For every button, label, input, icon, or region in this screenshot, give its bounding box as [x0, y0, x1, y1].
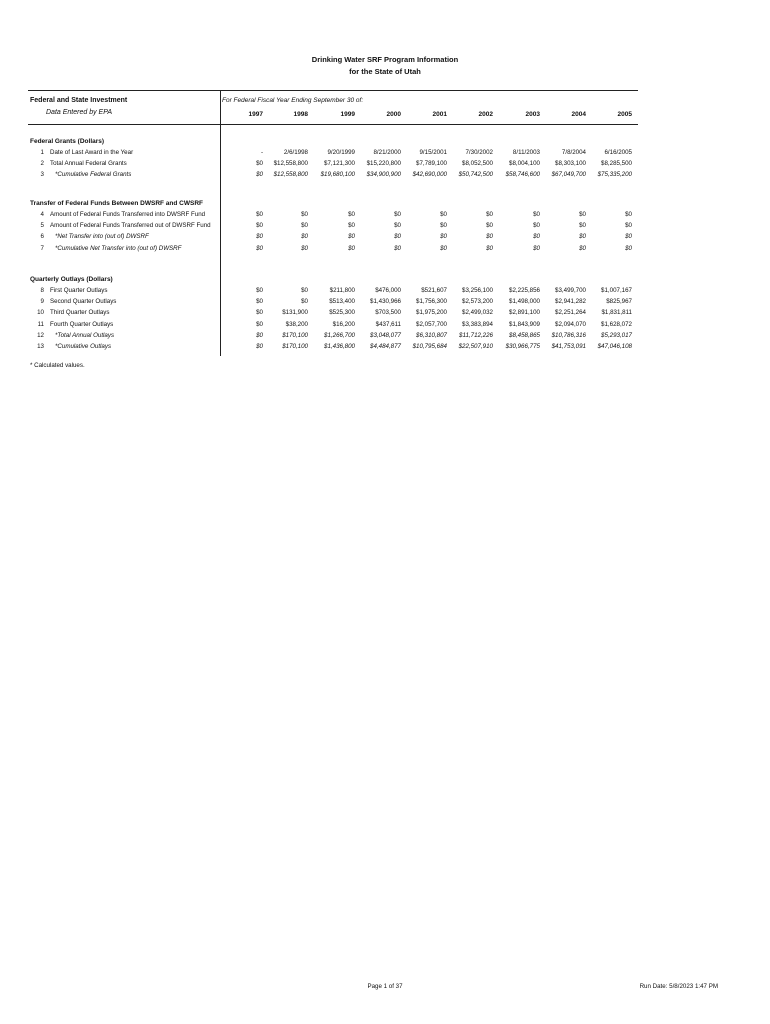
table-cell: $12,558,800 [273, 171, 308, 179]
row-label-text: Amount of Federal Funds Transferred out of DWSRF Fund [50, 222, 211, 230]
table-cell: $0 [256, 287, 263, 294]
table-cell: $5,293,017 [601, 331, 632, 339]
row-number: 4 [40, 211, 44, 218]
table-cell: $50,742,500 [458, 171, 493, 179]
table-cell: $0 [348, 222, 355, 230]
row-label-text: *Total Annual Outlays [55, 331, 115, 339]
table-cell: $0 [579, 222, 586, 230]
table-cell: $0 [256, 298, 263, 306]
table-cell: $8,285,500 [601, 160, 632, 168]
page-number: Page 1 of 37 [367, 983, 403, 990]
row-label [30, 298, 116, 305]
year-header: 1998 [293, 111, 308, 118]
table-cell: $0 [579, 244, 586, 252]
table-cell: $0 [440, 222, 447, 230]
table-cell: $3,256,100 [462, 287, 493, 294]
table-cell: $0 [625, 233, 632, 241]
footnote: * Calculated values. [30, 362, 85, 369]
table-cell: $170,100 [282, 331, 308, 339]
table-cell: $1,436,800 [324, 343, 355, 350]
table-cell: $0 [301, 211, 308, 218]
row-label [30, 332, 114, 339]
table-cell: $1,498,000 [509, 298, 540, 306]
year-header: 2002 [478, 111, 493, 118]
table-cell: $0 [533, 222, 540, 230]
row-label-text: Amount of Federal Funds Transferred into DWSRF Fund [50, 211, 206, 218]
table-cell: $3,499,700 [555, 287, 586, 294]
table-cell: 9/20/1999 [327, 149, 355, 156]
top-rule [28, 90, 638, 91]
table-cell: $2,891,100 [509, 309, 540, 317]
table-cell: $825,967 [606, 298, 632, 306]
table-cell: $6,310,807 [416, 331, 447, 339]
table-cell: $0 [486, 233, 493, 241]
table-cell: $8,052,500 [462, 160, 493, 168]
table-cell: $0 [625, 211, 632, 218]
row-label-text: *Net Transfer into (out of) DWSRF [55, 233, 149, 241]
row-label-text: First Quarter Outlays [50, 287, 108, 294]
row-number: 13 [37, 343, 44, 350]
table-cell: $0 [579, 233, 586, 241]
table-cell: $0 [533, 244, 540, 252]
table-cell: $7,789,100 [416, 160, 447, 168]
table-cell: 2/6/1998 [283, 149, 308, 156]
table-cell: $2,094,070 [555, 320, 586, 328]
year-header: 1999 [340, 111, 355, 118]
table-cell: $10,786,316 [551, 331, 586, 339]
table-cell: 9/15/2001 [419, 149, 447, 156]
table-cell: $0 [256, 211, 263, 218]
year-header: 1997 [248, 111, 263, 118]
table-cell: 8/21/2000 [373, 149, 401, 156]
table-cell: $3,383,894 [462, 320, 493, 328]
row-number: 1 [40, 149, 44, 156]
table-cell: $0 [625, 244, 632, 252]
table-cell: $0 [348, 211, 355, 218]
table-cell: $0 [440, 244, 447, 252]
table-cell: $1,975,200 [416, 309, 447, 317]
table-cell: $0 [256, 222, 263, 230]
row-label [30, 160, 127, 167]
table-cell: $2,573,200 [462, 298, 493, 306]
row-label-text: Total Annual Federal Grants [50, 160, 127, 168]
row-number: 7 [40, 244, 44, 252]
table-cell: $0 [256, 171, 263, 179]
table-cell: $0 [579, 211, 586, 218]
table-cell: $1,007,167 [601, 287, 632, 294]
table-cell: $0 [394, 233, 401, 241]
table-cell: $0 [256, 343, 263, 350]
table-cell: $1,628,072 [601, 320, 632, 328]
row-label-text: *Cumulative Outlays [55, 343, 112, 350]
row-number: 6 [40, 233, 44, 241]
table-cell: $0 [301, 244, 308, 252]
row-label [30, 245, 181, 252]
header-rule [28, 124, 638, 125]
report-title-line-1: Drinking Water SRF Program Information [311, 55, 459, 64]
table-cell: $0 [440, 233, 447, 241]
table-cell: $67,049,700 [551, 171, 586, 179]
table-cell: $15,220,800 [366, 160, 401, 168]
header-left-title: Federal and State Investment [30, 97, 128, 104]
table-cell: $0 [256, 309, 263, 317]
table-cell: $8,303,100 [555, 160, 586, 168]
fiscal-year-note: For Federal Fiscal Year Ending September 30 of: [222, 97, 364, 104]
table-cell: $1,843,909 [509, 320, 540, 328]
table-cell: $58,746,600 [505, 171, 540, 179]
row-label [30, 211, 205, 218]
year-header: 2001 [432, 111, 447, 118]
table-cell: - [260, 149, 263, 156]
row-label-text: *Cumulative Net Transfer into (out of) DWSRF [55, 244, 182, 252]
table-cell: 6/16/2005 [604, 149, 632, 156]
row-number: 5 [40, 222, 44, 230]
section-title: Federal Grants (Dollars) [30, 138, 105, 145]
table-cell: $513,400 [329, 298, 355, 306]
table-cell: $19,680,100 [320, 171, 355, 179]
row-label [30, 233, 149, 240]
table-cell: $0 [301, 298, 308, 306]
year-header: 2003 [525, 111, 540, 118]
table-cell: 7/8/2004 [561, 149, 586, 156]
table-cell: $476,000 [375, 287, 401, 294]
section-title: Transfer of Federal Funds Between DWSRF and CWSRF [30, 200, 203, 207]
table-cell: $12,558,800 [273, 160, 308, 168]
row-label [30, 171, 131, 178]
row-number: 3 [40, 171, 44, 179]
table-cell: $8,458,865 [509, 331, 540, 339]
table-cell: $0 [486, 222, 493, 230]
table-cell: $211,800 [329, 287, 355, 294]
row-label [30, 309, 110, 316]
year-header: 2004 [571, 111, 586, 118]
row-number: 2 [40, 160, 44, 168]
table-cell: $2,225,856 [509, 287, 540, 294]
row-number: 8 [40, 287, 44, 294]
year-header: 2005 [617, 111, 632, 118]
row-label-text: Second Quarter Outlays [50, 298, 117, 306]
table-cell: $525,300 [329, 309, 355, 317]
table-cell: $42,690,000 [412, 171, 447, 179]
table-cell: $2,251,264 [555, 309, 586, 317]
row-label [30, 222, 211, 229]
row-number: 9 [40, 298, 44, 306]
table-cell: $30,966,775 [505, 343, 540, 350]
row-label [30, 343, 111, 350]
table-cell: 7/30/2002 [465, 149, 493, 156]
table-cell: $0 [348, 244, 355, 252]
table-cell: $0 [625, 222, 632, 230]
row-label-text: *Cumulative Federal Grants [55, 171, 132, 179]
table-cell: $170,100 [282, 343, 308, 350]
table-cell: $1,831,811 [601, 309, 632, 317]
table-cell: $2,499,032 [462, 309, 493, 317]
table-cell: $2,941,282 [555, 298, 586, 306]
row-label-text: Third Quarter Outlays [50, 309, 110, 317]
table-cell: $1,266,700 [324, 331, 355, 339]
table-cell: $0 [301, 287, 308, 294]
table-cell: $0 [256, 160, 263, 168]
row-label-text: Date of Last Award in the Year [50, 149, 134, 156]
table-cell: $0 [301, 222, 308, 230]
table-cell: $0 [348, 233, 355, 241]
table-cell: $16,200 [332, 320, 355, 328]
table-cell: $41,753,091 [551, 343, 586, 350]
table-cell: $47,046,108 [597, 343, 632, 350]
row-label [30, 287, 107, 294]
table-cell: $0 [256, 244, 263, 252]
run-date: Run Date: 5/8/2023 1:47 PM [639, 983, 718, 990]
table-cell: $437,611 [375, 320, 401, 328]
report-title-line-2: for the State of Utah [349, 67, 421, 76]
section-title: Quarterly Outlays (Dollars) [30, 276, 113, 283]
row-number: 12 [37, 331, 44, 339]
table-cell: $1,430,966 [370, 298, 401, 306]
table-cell: $0 [486, 211, 493, 218]
table-cell: $0 [394, 244, 401, 252]
table-cell: $0 [256, 320, 263, 328]
table-cell: $8,004,100 [509, 160, 540, 168]
table-cell: $0 [440, 211, 447, 218]
table-cell: $0 [256, 331, 263, 339]
table-cell: 8/11/2003 [512, 149, 540, 156]
table-cell: $10,795,684 [412, 343, 447, 350]
table-cell: $34,900,900 [366, 171, 401, 179]
table-cell: $11,712,226 [459, 331, 493, 339]
table-cell: $0 [533, 233, 540, 241]
row-number: 10 [37, 309, 44, 317]
table-cell: $4,484,877 [370, 343, 401, 350]
table-cell: $0 [301, 233, 308, 241]
table-cell: $22,507,910 [458, 343, 493, 350]
table-cell: $0 [394, 222, 401, 230]
year-header: 2000 [386, 111, 401, 118]
row-label-text: Fourth Quarter Outlays [50, 320, 114, 328]
table-cell: $131,900 [282, 309, 308, 317]
header-left-subtitle: Data Entered by EPA [46, 109, 113, 116]
row-number: 11 [37, 320, 44, 328]
table-cell: $0 [533, 211, 540, 218]
row-label [30, 321, 113, 328]
table-cell: $2,057,700 [416, 320, 447, 328]
table-cell: $3,048,077 [370, 331, 401, 339]
table-cell: $0 [256, 233, 263, 241]
table-cell: $521,607 [421, 287, 447, 294]
row-label [30, 149, 133, 156]
table-cell: $0 [394, 211, 401, 218]
table-cell: $75,335,200 [597, 171, 632, 179]
table-cell: $38,200 [285, 320, 308, 328]
table-cell: $703,500 [375, 309, 401, 317]
table-cell: $1,756,300 [416, 298, 447, 306]
table-cell: $0 [486, 244, 493, 252]
table-cell: $7,121,300 [324, 160, 355, 168]
